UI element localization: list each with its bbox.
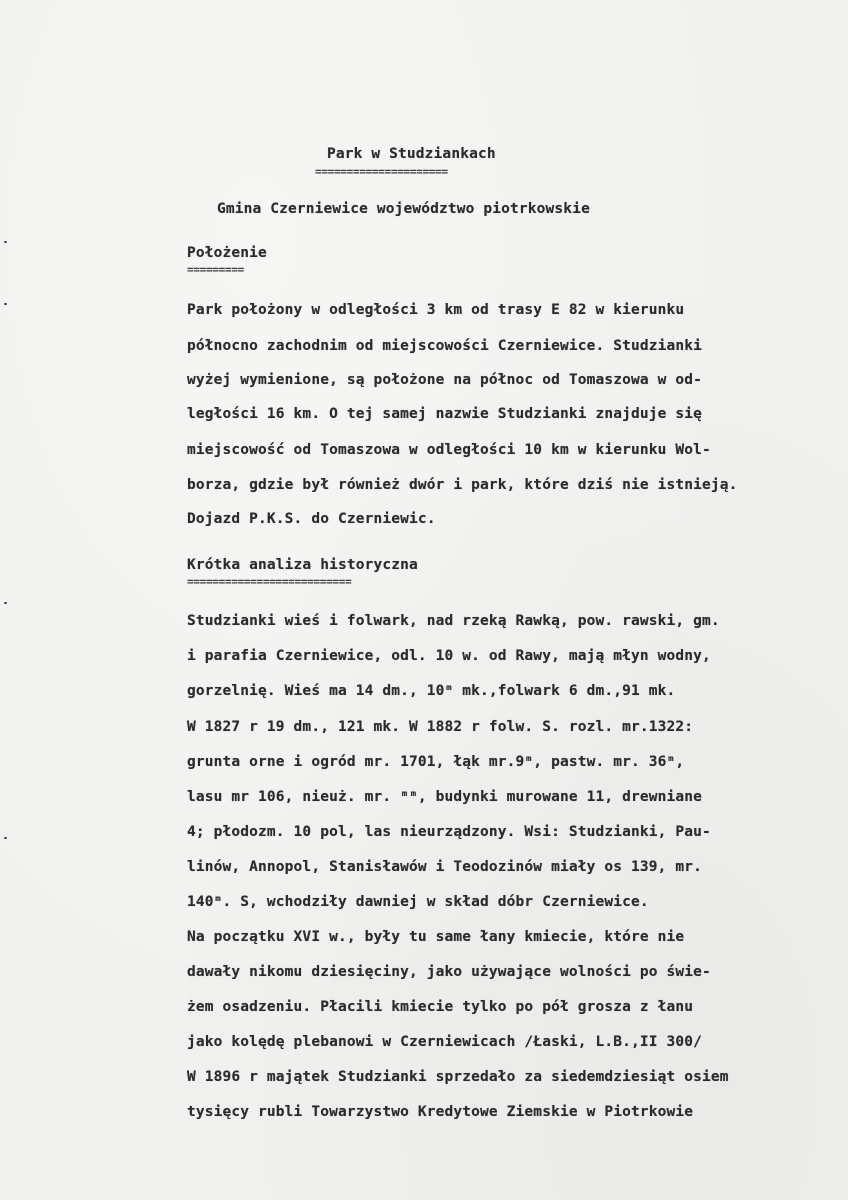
- text-line: gorzelnię. Wieś ma 14 dm., 10ᵐ mk.,folwark 6 dm.,91 mk.: [187, 683, 676, 699]
- text-line: tysięcy rubli Towarzystwo Kredytowe Ziemskie w Piotrkowie: [187, 1104, 694, 1120]
- section-heading-underline: ==========================: [187, 575, 352, 588]
- text-line: linów, Annopol, Stanisławów i Teodozinów miały os 139, mr.: [187, 859, 703, 875]
- section-heading-location: Położenie: [187, 245, 267, 261]
- title-underline: =====================: [315, 165, 448, 178]
- page-title: Park w Studziankach: [327, 146, 496, 162]
- text-line: miejscowość od Tomaszowa w odległości 10 km w kierunku Wol-: [187, 442, 711, 458]
- text-line: Dojazd P.K.S. do Czerniewic.: [187, 511, 436, 527]
- text-line: grunta orne i ogród mr. 1701, łąk mr.9ᵐ, pastw. mr. 36ᵐ,: [187, 754, 685, 770]
- text-line: północno zachodnim od miejscowości Czerniewice. Studzianki: [187, 338, 703, 354]
- text-line: 4; płodozm. 10 pol, las nieurządzony. Wsi: Studzianki, Pau-: [187, 824, 711, 840]
- text-line: dawały nikomu dziesięciny, jako używające wolności po świe-: [187, 964, 711, 980]
- text-line: Na początku XVI w., były tu same łany kmiecie, które nie: [187, 929, 685, 945]
- text-line: lasu mr 106, nieuż. mr. ᵐᵐ, budynki murowane 11, drewniane: [187, 789, 703, 805]
- text-line: W 1827 r 19 dm., 121 mk. W 1882 r folw. S. rozl. mr.1322:: [187, 719, 694, 735]
- margin-mark: [4, 837, 7, 839]
- text-line: Studzianki wieś i folwark, nad rzeką Rawką, pow. rawski, gm.: [187, 613, 720, 629]
- text-line: 140ᵐ. S, wchodziły dawniej w skład dóbr Czerniewice.: [187, 894, 649, 910]
- text-line: i parafia Czerniewice, odl. 10 w. od Rawy, mają młyn wodny,: [187, 648, 711, 664]
- text-line: wyżej wymienione, są położone na północ od Tomaszowa w od-: [187, 372, 703, 388]
- text-line: Park położony w odległości 3 km od trasy E 82 w kierunku: [187, 302, 685, 318]
- margin-mark: [4, 241, 7, 243]
- text-line: ległości 16 km. O tej samej nazwie Studzianki znajduje się: [187, 406, 703, 422]
- text-line: borza, gdzie był również dwór i park, które dziś nie istnieją.: [187, 477, 738, 493]
- margin-mark: [4, 303, 7, 305]
- text-line: W 1896 r majątek Studzianki sprzedało za siedemdziesiąt osiem: [187, 1069, 729, 1085]
- page-subtitle: Gmina Czerniewice województwo piotrkowskie: [217, 201, 590, 217]
- text-line: żem osadzeniu. Płacili kmiecie tylko po pół grosza z łanu: [187, 999, 694, 1015]
- text-line: jako kolędę plebanowi w Czerniewicach /Łaski, L.B.,II 300/: [187, 1034, 703, 1050]
- section-heading-history: Krótka analiza historyczna: [187, 557, 418, 573]
- section-heading-underline: =========: [187, 263, 244, 276]
- margin-mark: [4, 602, 7, 604]
